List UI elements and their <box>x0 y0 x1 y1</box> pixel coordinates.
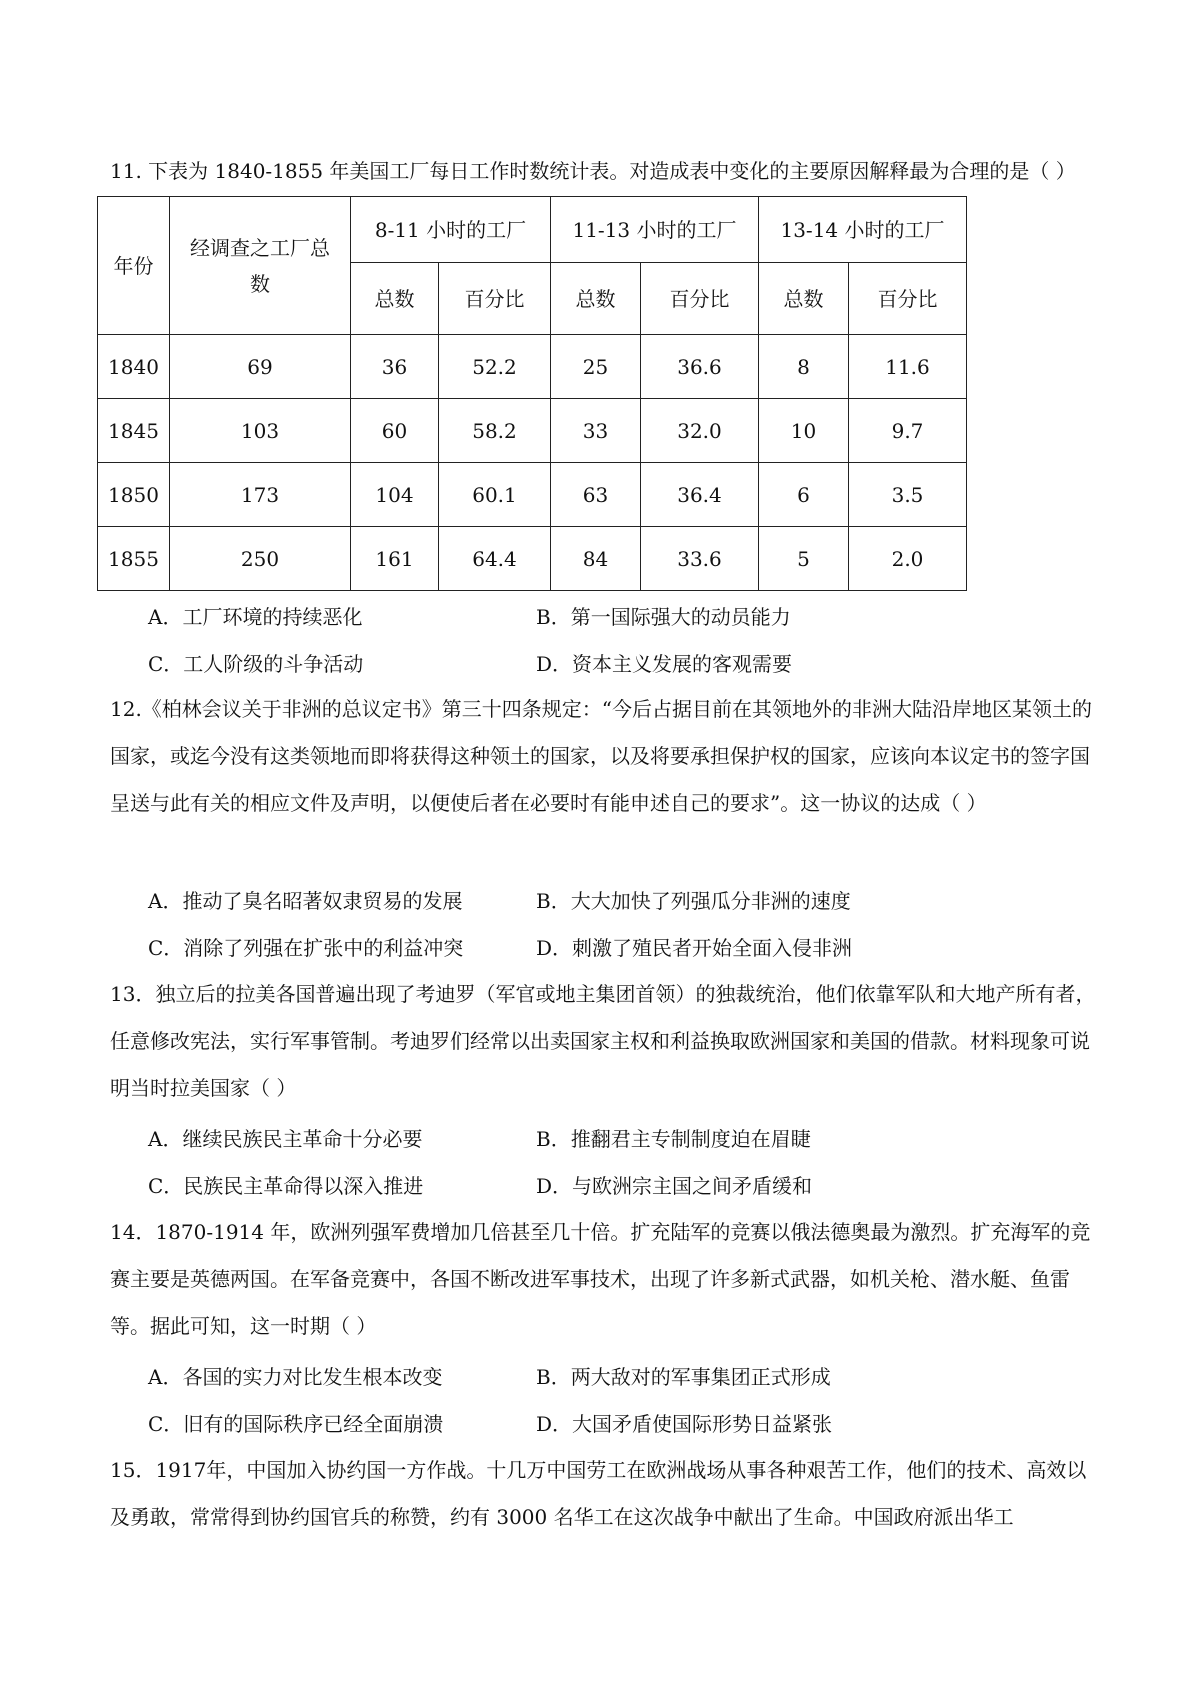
option-b[interactable]: B．第一国际强大的动员能力 <box>536 605 791 629</box>
option-a[interactable]: A．继续民族民主革命十分必要 <box>148 1127 423 1151</box>
question-14-options <box>148 1352 1098 1446</box>
question-12-options <box>148 876 1098 970</box>
table-cell: 25 <box>551 335 641 399</box>
table-row <box>98 527 967 591</box>
header-group-13-14: 13-14 小时的工厂 <box>759 197 967 263</box>
option-d[interactable]: D．与欧洲宗主国之间矛盾缓和 <box>536 1174 813 1198</box>
question-13-options <box>148 1114 1098 1208</box>
table-cell: 60.1 <box>439 463 551 527</box>
header-group-8-11: 8-11 小时的工厂 <box>351 197 551 263</box>
table-cell: 36.4 <box>641 463 759 527</box>
option-a[interactable]: A．工厂环境的持续恶化 <box>148 605 363 629</box>
option-b[interactable]: B．两大敌对的军事集团正式形成 <box>536 1365 831 1389</box>
option-b[interactable]: B．大大加快了列强瓜分非洲的速度 <box>536 889 851 913</box>
option-d[interactable]: D．大国矛盾使国际形势日益紧张 <box>536 1412 833 1436</box>
table-cell: 104 <box>351 463 439 527</box>
table-row <box>98 399 967 463</box>
subheader-percent: 百分比 <box>439 263 551 335</box>
table-cell: 32.0 <box>641 399 759 463</box>
table-cell: 250 <box>170 527 351 591</box>
subheader-percent: 百分比 <box>641 263 759 335</box>
subheader-count: 总数 <box>759 263 849 335</box>
table-cell: 161 <box>351 527 439 591</box>
factory-hours-table <box>97 196 967 591</box>
option-b[interactable]: B．推翻君主专制制度迫在眉睫 <box>536 1127 811 1151</box>
subheader-count: 总数 <box>351 263 439 335</box>
table-cell: 60 <box>351 399 439 463</box>
table-cell: 33.6 <box>641 527 759 591</box>
option-a[interactable]: A．推动了臭名昭著奴隶贸易的发展 <box>148 889 463 913</box>
question-11-options <box>148 592 1098 686</box>
table-cell: 1855 <box>98 527 170 591</box>
table-cell: 36 <box>351 335 439 399</box>
question-12-stem: 12.《柏林会议关于非洲的总议定书》第三十四条规定：“今后占据目前在其领地外的非洲大陆沿岸地区某领土的国家，或迄今没有这类领地而即将获得这种领土的国家，以及将要承担保护权的国家，应该向本议定书的签字国呈送与此有关的相应文件及声明，以便使后者在必要时有能申述自己的要求”。这一协议的达成（ ） <box>110 697 1093 815</box>
header-total-factories: 经调查之工厂总数 <box>170 197 351 335</box>
question-14-stem: 14．1870-1914 年，欧洲列强军费增加几倍甚至几十倍。扩充陆军的竞赛以俄法德奥最为激烈。扩充海军的竞赛主要是英德两国。在军备竞赛中，各国不断改进军事技术，出现了许多新式武器，如机关枪、潜水艇、鱼雷等。据此可知，这一时期（ ） <box>110 1220 1091 1338</box>
table-cell: 69 <box>170 335 351 399</box>
question-13-stem: 13．独立后的拉美各国普遍出现了考迪罗（军官或地主集团首领）的独裁统治，他们依靠军队和大地产所有者，任意修改宪法，实行军事管制。考迪罗们经常以出卖国家主权和利益换取欧洲国家和美国的借款。材料现象可说明当时拉美国家（ ） <box>110 982 1096 1100</box>
subheader-percent: 百分比 <box>849 263 967 335</box>
table-cell: 10 <box>759 399 849 463</box>
option-d[interactable]: D．刺激了殖民者开始全面入侵非洲 <box>536 936 853 960</box>
table-cell: 1845 <box>98 399 170 463</box>
table-cell: 2.0 <box>849 527 967 591</box>
table-cell: 58.2 <box>439 399 551 463</box>
question-15-stem: 15．1917年，中国加入协约国一方作战。十几万中国劳工在欧洲战场从事各种艰苦工作，他们的技术、高效以及勇敢，常常得到协约国官兵的称赞，约有 3000 名华工在这次战争中献出了生命。中国政府派出华工 <box>110 1458 1087 1529</box>
table-cell: 9.7 <box>849 399 967 463</box>
table-cell: 84 <box>551 527 641 591</box>
table-cell: 1850 <box>98 463 170 527</box>
table-cell: 173 <box>170 463 351 527</box>
table-cell: 3.5 <box>849 463 967 527</box>
table-cell: 1840 <box>98 335 170 399</box>
option-c[interactable]: C．工人阶级的斗争活动 <box>148 652 364 676</box>
subheader-count: 总数 <box>551 263 641 335</box>
table-cell: 33 <box>551 399 641 463</box>
table-cell: 52.2 <box>439 335 551 399</box>
option-d[interactable]: D．资本主义发展的客观需要 <box>536 652 793 676</box>
table-cell: 103 <box>170 399 351 463</box>
table-cell: 11.6 <box>849 335 967 399</box>
table-cell: 63 <box>551 463 641 527</box>
table-cell: 36.6 <box>641 335 759 399</box>
table-row <box>98 463 967 527</box>
table-cell: 8 <box>759 335 849 399</box>
table-row <box>98 335 967 399</box>
table-cell: 6 <box>759 463 849 527</box>
header-group-11-13: 11-13 小时的工厂 <box>551 197 759 263</box>
table-cell: 64.4 <box>439 527 551 591</box>
header-year: 年份 <box>98 197 170 335</box>
option-c[interactable]: C．消除了列强在扩张中的利益冲突 <box>148 936 464 960</box>
option-a[interactable]: A．各国的实力对比发生根本改变 <box>148 1365 443 1389</box>
option-c[interactable]: C．旧有的国际秩序已经全面崩溃 <box>148 1412 444 1436</box>
option-c[interactable]: C．民族民主革命得以深入推进 <box>148 1174 424 1198</box>
table-cell: 5 <box>759 527 849 591</box>
question-11-stem: 11. 下表为 1840-1855 年美国工厂每日工作时数统计表。对造成表中变化的主要原因解释最为合理的是（ ） <box>110 159 1076 183</box>
